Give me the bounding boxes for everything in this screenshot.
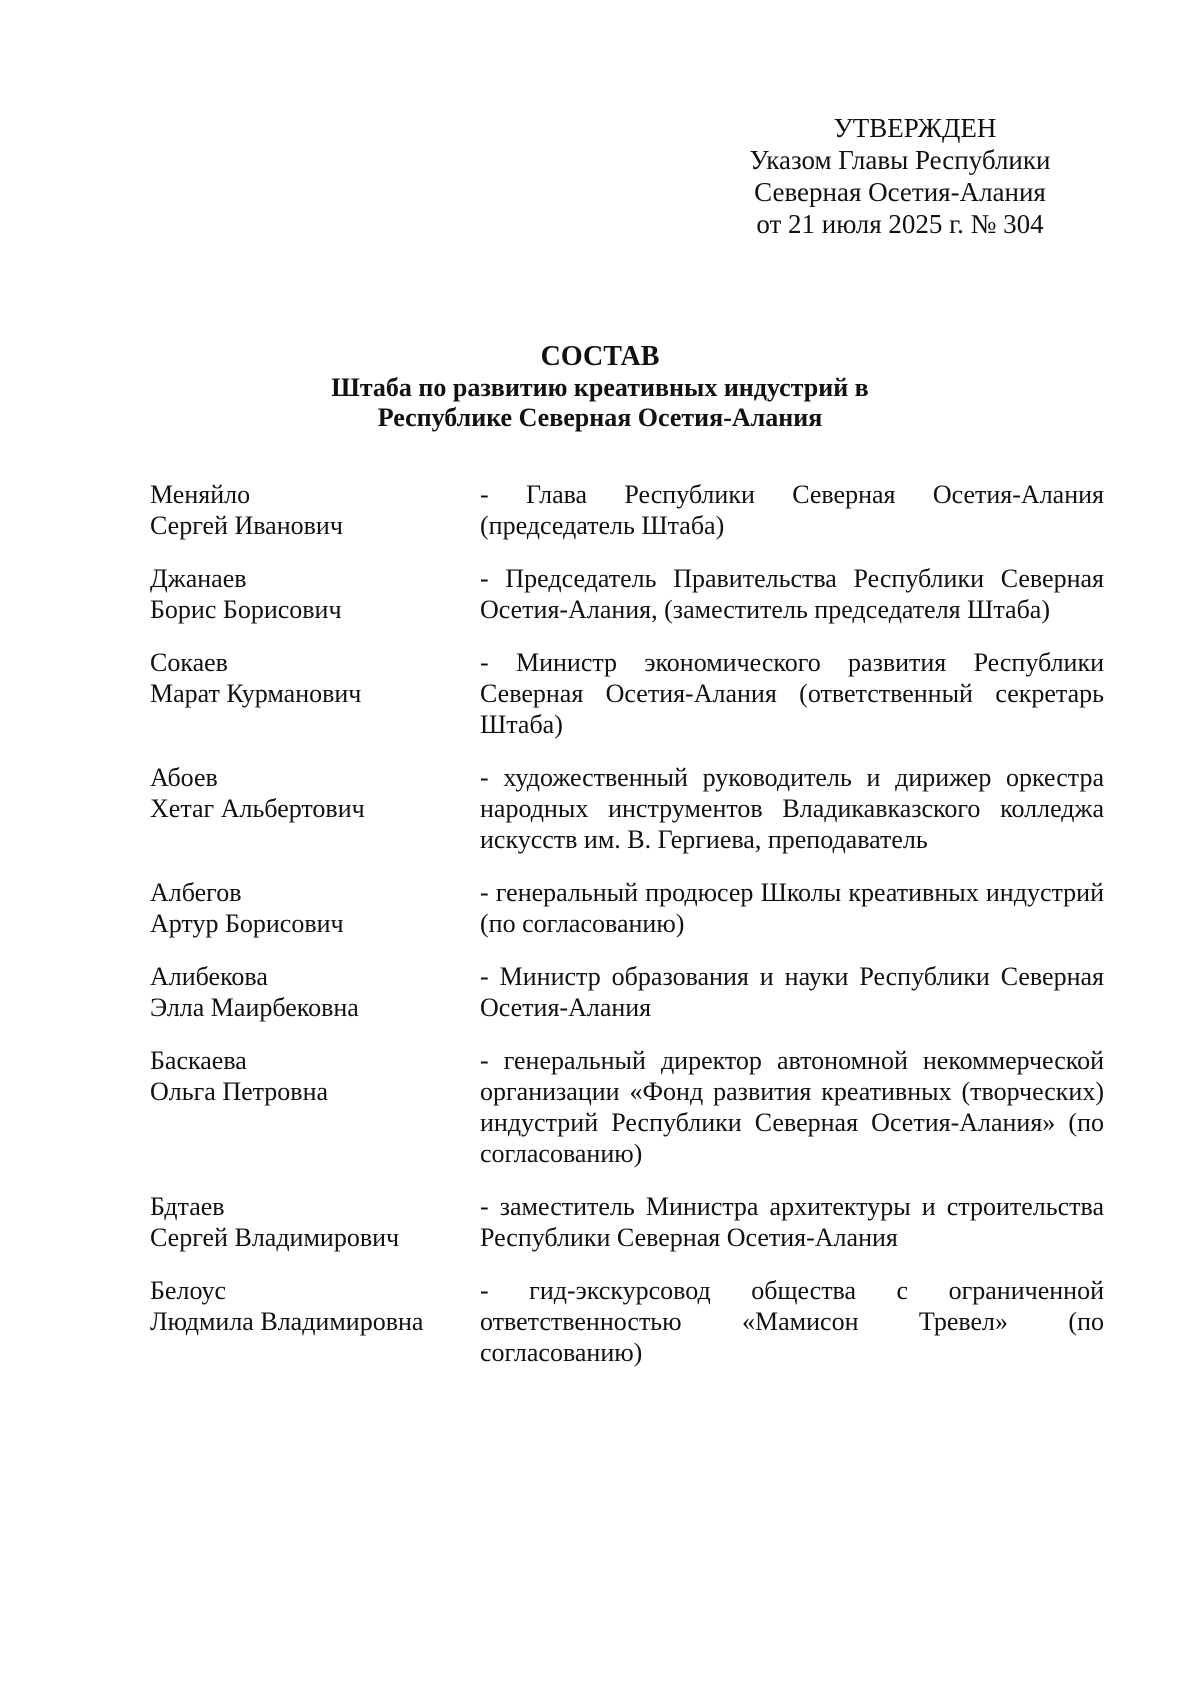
member-name (150, 479, 480, 541)
member-name (150, 961, 480, 1023)
member-given-name: Элла Маирбековна (150, 993, 359, 1022)
member-given-name: Артур Борисович (150, 909, 344, 938)
members-list (150, 479, 1104, 1390)
member-name (150, 647, 480, 740)
member-role: - генеральный продюсер Школы креативных индустрий (по согласованию) (480, 878, 1104, 938)
approval-authority: Указом Главы Республики (749, 145, 1051, 175)
member-given-name: Сергей Иванович (150, 511, 343, 540)
member-surname: Алибекова (150, 962, 268, 991)
member-surname: Баскаева (150, 1046, 247, 1075)
member-given-name: Борис Борисович (150, 595, 342, 624)
member-entry (150, 647, 1104, 740)
member-surname: Белоус (150, 1276, 226, 1305)
member-name (150, 877, 480, 939)
member-role: - генеральный директор автономной некоммерческой организации «Фонд развития креативных (творческих) индустрий Республики Северная Осетия-Алания» (по согласованию) (480, 1046, 1104, 1168)
member-surname: Меняйло (150, 480, 251, 509)
member-surname: Джанаев (150, 564, 247, 593)
member-role: - Министр образования и науки Республики Северная Осетия-Алания (480, 962, 1104, 1022)
member-entry (150, 1275, 1104, 1368)
member-entry (150, 961, 1104, 1023)
document-heading (200, 340, 1000, 433)
approval-region: Северная Осетия-Алания (754, 177, 1046, 207)
member-name (150, 563, 480, 625)
member-surname: Албегов (150, 878, 242, 907)
document-subtitle-line-1: Штаба по развитию креативных индустрий в (331, 373, 869, 402)
member-entry (150, 479, 1104, 541)
member-surname: Сокаев (150, 648, 228, 677)
member-given-name: Людмила Владимировна (150, 1307, 424, 1336)
member-role: - гид-экскурсовод общества с ограниченной ответственностью «Мамисон Тревел» (по согласованию) (480, 1276, 1104, 1367)
member-entry (150, 877, 1104, 939)
member-role: - художественный руководитель и дирижер оркестра народных инструментов Владикавказского колледжа искусств им. В. Гергиева, преподаватель (480, 763, 1104, 854)
approval-stamp-word: УТВЕРЖДЕН (833, 113, 997, 143)
approval-block (700, 112, 1100, 240)
member-entry (150, 563, 1104, 625)
document-title: СОСТАВ (540, 341, 660, 372)
member-role: - Глава Республики Северная Осетия-Алания (председатель Штаба) (480, 480, 1104, 540)
member-name (150, 1045, 480, 1169)
member-name (150, 1191, 480, 1253)
member-given-name: Марат Курманович (150, 679, 362, 708)
approval-date-number: от 21 июля 2025 г. № 304 (756, 209, 1044, 239)
member-entry (150, 762, 1104, 855)
member-given-name: Хетаг Альбертович (150, 794, 365, 823)
member-surname: Бдтаев (150, 1192, 225, 1221)
member-given-name: Сергей Владимирович (150, 1223, 400, 1252)
member-surname: Абоев (150, 763, 218, 792)
member-role: - заместитель Министра архитектуры и строительства Республики Северная Осетия-Алания (480, 1192, 1104, 1252)
member-given-name: Ольга Петровна (150, 1077, 329, 1106)
document-subtitle-line-2: Республике Северная Осетия-Алания (377, 403, 823, 432)
member-role: - Председатель Правительства Республики Северная Осетия-Алания, (заместитель председателя Штаба) (480, 564, 1104, 624)
member-name (150, 762, 480, 855)
member-entry (150, 1191, 1104, 1253)
member-name (150, 1275, 480, 1368)
member-role: - Министр экономического развития Республики Северная Осетия-Алания (ответственный секретарь Штаба) (480, 648, 1104, 739)
member-entry (150, 1045, 1104, 1169)
